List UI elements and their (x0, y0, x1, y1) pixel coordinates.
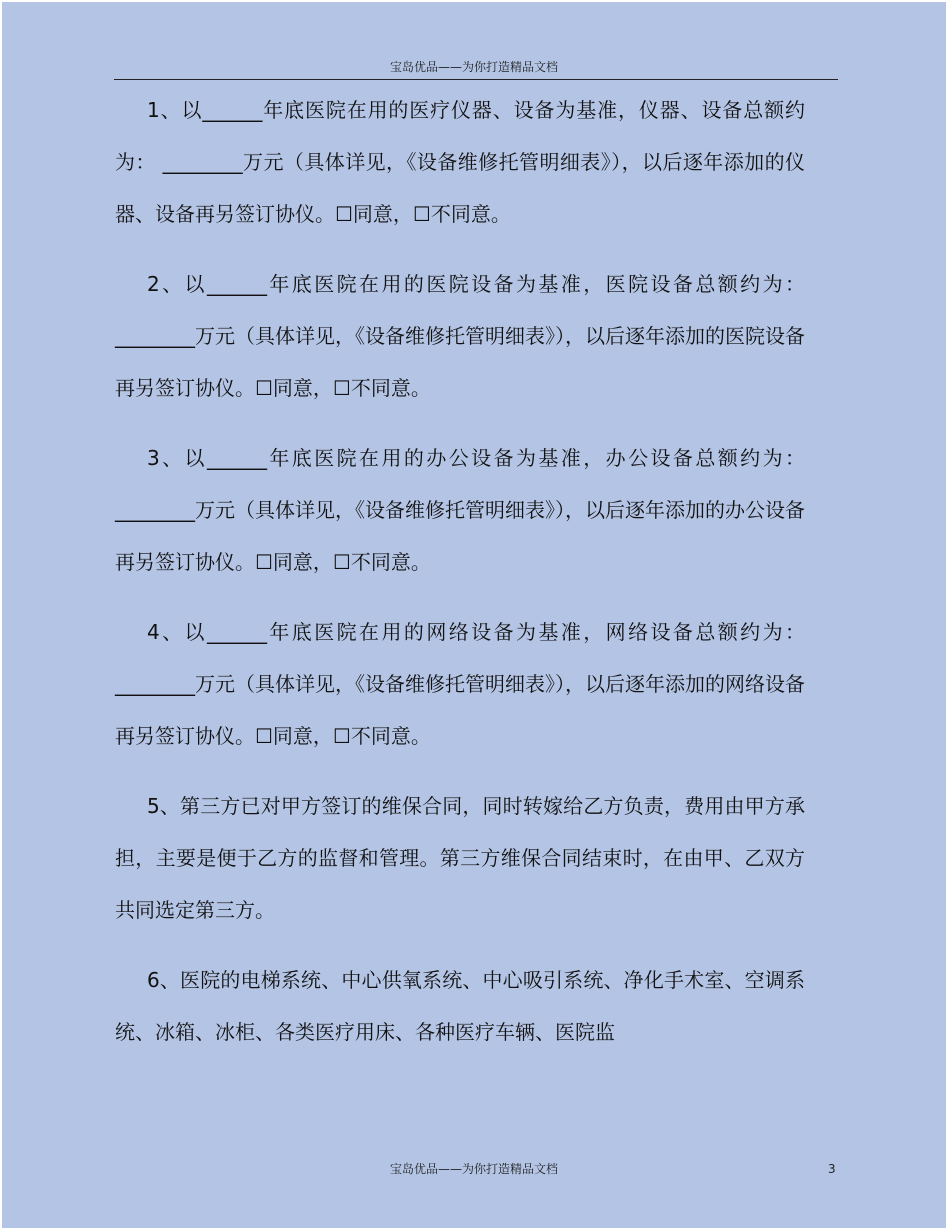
clause-2: 2、以______年底医院在用的医院设备为基准，医院设备总额约为： ________万元（具体详见，《设备维修托管明细表》），以后逐年添加的医院设备再另签订协仪。☐同意，☐不同意。 (115, 272, 805, 400)
clause-3: 3、以______年底医院在用的办公设备为基准，办公设备总额约为： ________万元（具体详见，《设备维修托管明细表》），以后逐年添加的办公设备再另签订协仪。☐同意，☐不同意。 (115, 446, 805, 574)
page-header: 宝岛优品——为你打造精品文档 (389, 60, 558, 74)
document-body (115, 84, 805, 1076)
clause-1: 1、以______年底医院在用的医疗仪器、设备为基准，仪器、设备总额约为： ________万元（具体详见，《设备维修托管明细表》），以后逐年添加的仪器、设备再另签订协仪。☐同意，☐不同意。 (115, 98, 805, 226)
page-footer: 宝岛优品——为你打造精品文档 (389, 1162, 558, 1176)
header-divider (114, 79, 838, 80)
clause-4: 4、以______年底医院在用的网络设备为基准，网络设备总额约为： ________万元（具体详见，《设备维修托管明细表》），以后逐年添加的网络设备再另签订协仪。☐同意，☐不同意。 (115, 620, 805, 748)
clause-5: 5、第三方已对甲方签订的维保合同，同时转嫁给乙方负责，费用由甲方承担，主要是便于乙方的监督和管理。第三方维保合同结束时，在由甲、乙双方共同选定第三方。 (115, 794, 805, 922)
clause-6: 6、医院的电梯系统、中心供氧系统、中心吸引系统、净化手术室、空调系统、冰箱、冰柜、各类医疗用床、各种医疗车辆、医院监 (115, 968, 805, 1044)
document-page (2, 2, 946, 1228)
page-number: 3 (828, 1162, 836, 1176)
